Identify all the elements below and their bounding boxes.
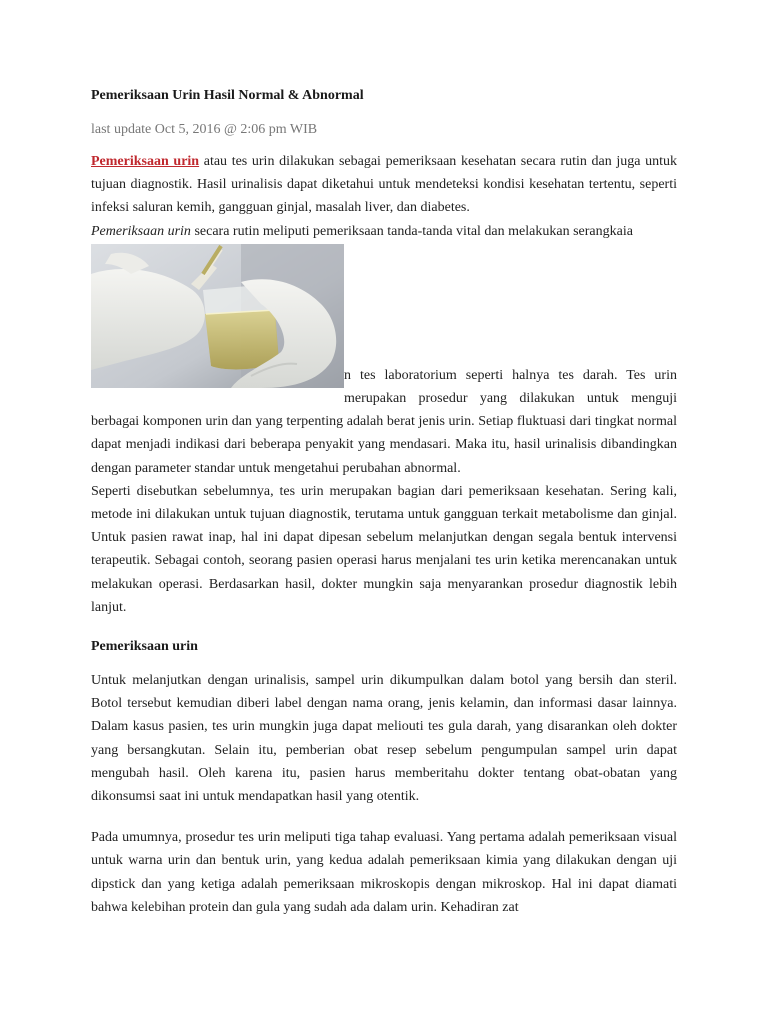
- pemeriksaan-urin-link[interactable]: Pemeriksaan urin: [91, 154, 200, 169]
- section-paragraph-1: Untuk melanjutkan dengan urinalisis, sampel urin dikumpulkan dalam botol yang bersih dan steril. Botol tersebut kemudian diberi label dengan nama orang, jenis kelamin, dan informasi dasar lainnya. Dalam kasus pasien, tes urin mungkin juga dapat meliouti tes gula darah, yang disarankan oleh dokter yang bersangkutan. Selain itu, pemberian obat resep sebelum pengumpulan sampel urin dapat mengubah hasil. Oleh karena itu, pasien harus memberitahu dokter tentang obat-obatan yang dikonsumsi saat ini untuk mendapatkan hasil yang otentik.: [91, 673, 677, 805]
- paragraph-2: [91, 220, 677, 243]
- article-title: Pemeriksaan Urin Hasil Normal & Abnormal: [91, 88, 364, 103]
- paragraph-2-rest: n tes laboratorium seperti halnya tes darah. Tes urin merupakan prosedur yang dilakukan untuk menguji berbagai komponen urin dan yang terpenting adalah berat jenis urin. Setiap fluktuasi dari tingkat normal dapat menjadi indikasi dari beberapa penyakit yang mendasari. Maka itu, hasil urinalisis dibandingkan dengan parameter standar untuk mengetahui perubahan abnormal.: [91, 367, 677, 476]
- intro-text: atau tes urin dilakukan sebagai pemeriksaan kesehatan secara rutin dan juga untuk tujuan diagnostik. Hasil urinalisis dapat diketahui untuk mendeteksi kondisi kesehatan tertentu, seperti infeksi saluran kemih, gangguan ginjal, masalah liver, dan diabetes.: [91, 154, 677, 216]
- urine-sample-photo: [91, 244, 344, 388]
- article: [91, 86, 677, 919]
- paragraph-2-italic: Pemeriksaan urin: [91, 223, 191, 239]
- section-title: Pemeriksaan urin: [91, 639, 198, 655]
- last-update: last update Oct 5, 2016 @ 2:06 pm WIB: [91, 122, 318, 137]
- paragraph-2-first-line: secara rutin meliputi pemeriksaan tanda-tanda vital dan melakukan serangkaia: [190, 223, 633, 239]
- paragraph-3: Seperti disebutkan sebelumnya, tes urin merupakan bagian dari pemeriksaan kesehatan. Sering kali, metode ini dilakukan untuk tujuan diagnostik, terutama untuk gangguan terkait metabolisme dan ginjal. Untuk pasien rawat inap, hal ini dapat dipesan sebelum melanjutkan dengan segala bentuk intervensi terapeutik. Sebagai contoh, seorang pasien operasi harus menjalani tes urin ketika merencanakan untuk melakukan operasi. Berdasarkan hasil, dokter mungkin saja menyarankan prosedur diagnostik lebih lanjut.: [91, 483, 677, 615]
- section-paragraph-2: Pada umumnya, prosedur tes urin meliputi tiga tahap evaluasi. Yang pertama adalah pemeriksaan visual untuk warna urin dan bentuk urin, yang kedua adalah pemeriksaan kimia yang dilakukan dengan uji dipstick dan yang ketiga adalah pemeriksaan mikroskopis dengan mikroskop. Hal ini dapat diamati bahwa kelebihan protein dan gula yang sudah ada dalam urin. Kehadiran zat: [91, 830, 677, 915]
- intro-paragraph: [91, 150, 677, 220]
